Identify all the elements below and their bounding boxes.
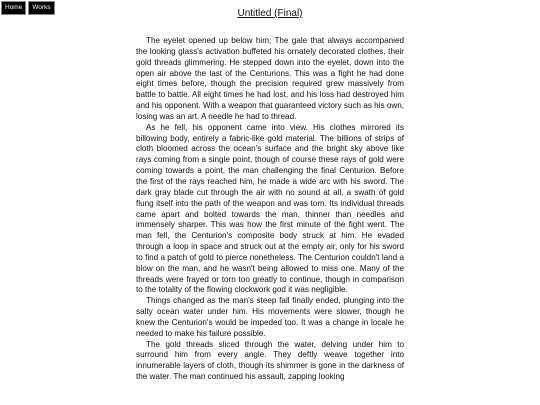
home-button[interactable]: Home bbox=[1, 1, 26, 15]
works-button[interactable]: Works bbox=[28, 1, 54, 15]
paragraph: As he fell, his opponent came into view. His clothes mirrored its billowing body, entirely a fabric-like gold material. The billions of strips of cloth bloomed across the ocean's surface and the bright sky above like rays coming from a single point, though of course these rays of gold were coming towards a point, the man challenging the final Centurion. Before the first of the rays reached him, he made a wide arc with his sword. The dark gray blade cut through the air with no sound at all, a swath of gold flung itself into the path of the weapon and was torn. Its individual threads came apart and bolted towards the man, thinner than needles and immensely sharper. This was how the first minute of the fight went. The man fell, the Centurion's composite body struck at him. He evaded through a loop in space and struck out at the empty air, only for his sword to find a patch of gold to pierce nonetheless. The Centurion couldn't land a blow on the man, and he wasn't being allowed to miss one. Many of the threads were frayed or torn too greatly to continue, though in comparison to the totality of the flowing clockwork god it was negligible. bbox=[136, 122, 404, 295]
story-body bbox=[136, 36, 404, 383]
paragraph: The eyelet opened up below him; The gale that always accompanied the looking glass's activation buffeted his ornately decorated clothes, their gold threads glimmering. He stepped down into the eyelet, down into the open air above the last of the Centurions. This was a fight he had done eight times before, though the precision required grew massively from battle to battle. All eight times he had lost, and his loss had destroyed him and his opponent. With a weapon that guaranteed victory such as his own, losing was an art. A needle he had to thread. bbox=[136, 36, 404, 121]
paragraph: The gold threads sliced through the water, delving under him to surround him from every angle. They deftly weave together into innumerable layers of cloth, though its shimmer is gone in the darkness of the water. The man continued his assault, zapping looking bbox=[136, 339, 404, 382]
paragraph: Things changed as the man's steep fall finally ended, plunging into the salty ocean water under him. His movements were slower, though he knew the Centurion's would be impeded too. It was a change in locale he needed to make his failure possible. bbox=[136, 296, 404, 338]
page-title: Untitled (Final) bbox=[237, 8, 303, 19]
